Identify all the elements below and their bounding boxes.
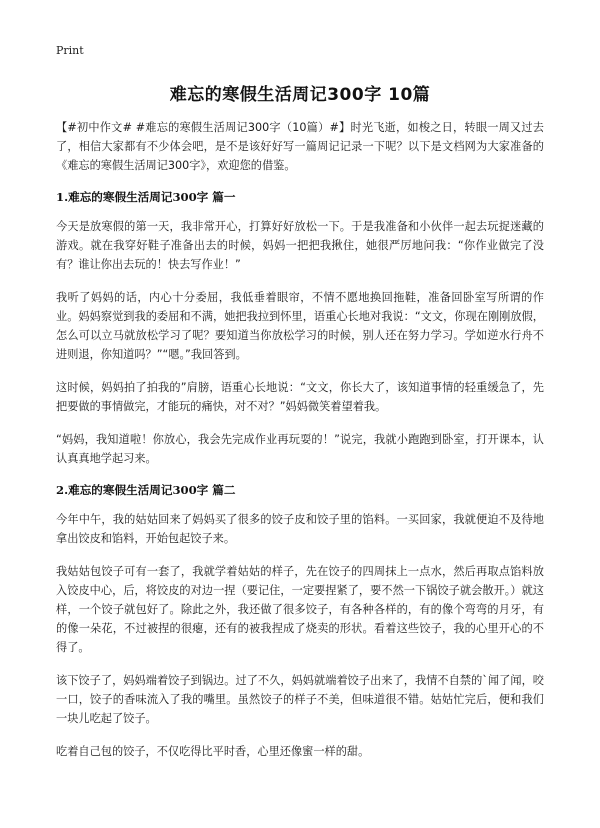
paragraph: “妈妈，我知道啦！你放心，我会先完成作业再玩耍的！”说完，我就小跑跑到卧室，打开课本，认认真真地学起习来。 — [56, 433, 544, 465]
intro-paragraph: 【#初中作文# #难忘的寒假生活周记300字（10篇）#】时光飞逝，如梭之日，转眼一周又过去了，相信大家都有不少体会吧，是不是该好好写一篇周记记录一下呢？以下是文档网为大家准备的《难忘的寒假生活周记300字》，欢迎您的借鉴。 — [56, 121, 544, 172]
paragraph: 我听了妈妈的话，内心十分委屈，我低垂着眼帘，不情不愿地换回拖鞋，准备回卧室写所谓的作业。妈妈察觉到我的委屈和不满，她把我拉到怀里，语重心长地对我说：“文文，你现在刚刚放假，怎么可以立马就放松学习了呢？要知道当你放松学习的时候，别人还在努力学习。学如逆水行舟不进则退，你知道吗？”“嗯。”我回答到。 — [56, 291, 544, 361]
paragraph: 吃着自己包的饺子，不仅吃得比平时香，心里还像蜜一样的甜。 — [56, 745, 370, 758]
section-heading: 1.难忘的寒假生活周记300字 篇一 — [56, 190, 236, 204]
paragraph: 该下饺子了，妈妈端着饺子到锅边。过了不久，妈妈就端着饺子出来了，我情不自禁的`闻了闻，咬一口，饺子的香味流入了我的嘴里。虽然饺子的样子不美，但味道很不错。姑姑忙完后，便和我们一块儿吃起了饺子。 — [56, 674, 544, 725]
paragraph: 今天是放寒假的第一天，我非常开心，打算好好放松一下。于是我准备和小伙伴一起去玩捉迷藏的游戏。就在我穿好鞋子准备出去的时候，妈妈一把把我揪住，她很严厉地问我：“你作业做完了没有？谁让你出去玩的！快去写作业！” — [56, 220, 544, 271]
article-content — [56, 118, 544, 775]
print-link[interactable]: Print — [56, 44, 84, 57]
paragraph: 今年中午，我的姑姑回来了妈妈买了很多的饺子皮和饺子里的馅料。一买回家，我就便迫不及待地拿出饺皮和馅料，开始包起饺子来。 — [56, 513, 544, 545]
paragraph: 我姑姑包饺子可有一套了，我就学着姑姑的样子，先在饺子的四周抹上一点水，然后再取点馅料放入饺皮中心，后，将饺皮的对边一捏（要记住，一定要捏紧了，要不然一下锅饺子就会散开。）就这样，一个饺子就包好了。除此之外，我还做了很多饺子，有各种各样的，有的像个弯弯的月牙，有的像一朵花，不过被捏的很瘪，还有的被我捏成了烧卖的形状。看着这些饺子，我的心里开心的不得了。 — [56, 565, 544, 654]
page-title: 难忘的寒假生活周记300字 10篇 — [169, 85, 431, 105]
section-2 — [56, 482, 544, 761]
section-heading: 2.难忘的寒假生活周记300字 篇二 — [56, 483, 236, 497]
paragraph: 这时候，妈妈拍了拍我的”肩膀，语重心长地说：“文文，你长大了，该知道事情的轻重缓急了，先把要做的事情做完，才能玩的痛快，对不对？”妈妈微笑着望着我。 — [56, 381, 544, 413]
section-1 — [56, 189, 544, 468]
